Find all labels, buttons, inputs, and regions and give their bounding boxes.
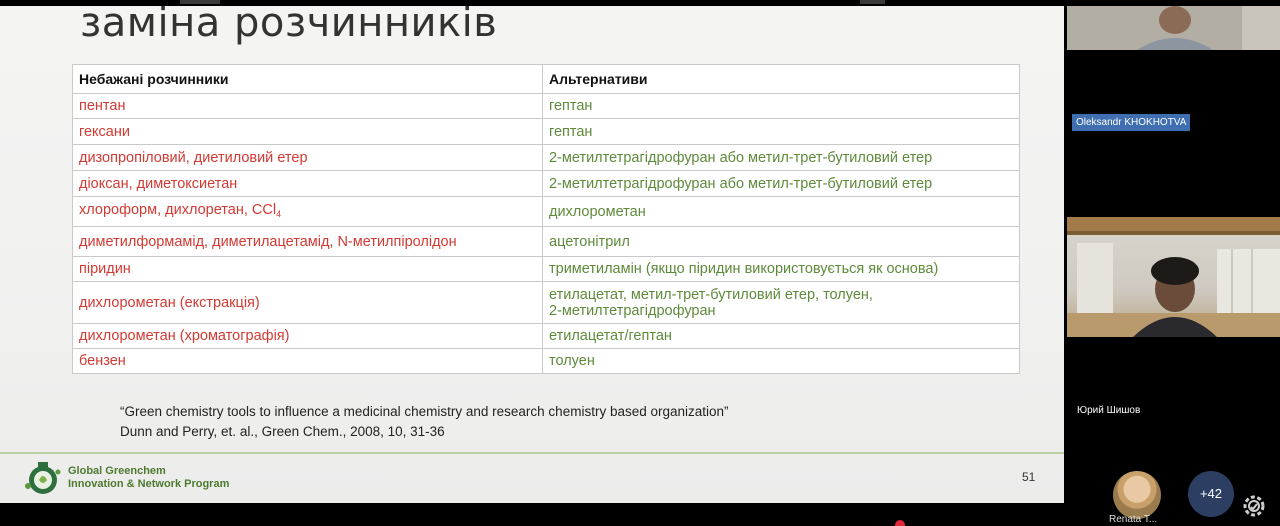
unwanted-solvent-cell: дихлорометан (хроматографія) bbox=[73, 324, 543, 349]
participant-name-tag: Oleksandr KHOKHOTVA bbox=[1072, 114, 1190, 131]
participant-video-tile[interactable] bbox=[1067, 6, 1280, 50]
table-header-row bbox=[73, 65, 1020, 94]
unwanted-solvent-cell: диметилформамід, диметилацетамід, N-метилпіролідон bbox=[73, 227, 543, 257]
unwanted-solvent-cell: діоксан, диметоксиетан bbox=[73, 171, 543, 197]
unwanted-solvent-text: хлороформ, дихлоретан, CCl bbox=[79, 201, 277, 218]
logo-text bbox=[68, 465, 229, 491]
footer-divider bbox=[0, 452, 1064, 454]
table-row bbox=[73, 119, 1020, 145]
slide-page-number: 51 bbox=[1022, 470, 1036, 484]
alternative-line: етилацетат, метил-трет-бутиловий етер, толуен, bbox=[549, 286, 873, 303]
alternative-solvent-cell: 2-метилтетрагідрофуран або метил-трет-бутиловий етер bbox=[543, 145, 1020, 171]
table-row bbox=[73, 227, 1020, 257]
citation-title: “Green chemistry tools to influence a medicinal chemistry and research chemistry based organization” bbox=[120, 404, 729, 419]
unwanted-solvent-cell: дихлорометан (екстракція) bbox=[73, 282, 543, 324]
column-header-alternatives: Альтернативи bbox=[543, 65, 1020, 94]
unwanted-solvent-cell: дизопропіловий, диетиловий етер bbox=[73, 145, 543, 171]
logo-line: Global Greenchem bbox=[68, 465, 166, 477]
subscript-text: 4 bbox=[276, 208, 282, 219]
alternative-line: 2-метилтетрагідрофуран bbox=[549, 302, 716, 319]
greenchem-logo-icon bbox=[22, 458, 64, 496]
participant-video-tile[interactable] bbox=[1067, 217, 1280, 337]
participant-avatar-name: Renata T... bbox=[1109, 514, 1158, 525]
participant-video-tile[interactable] bbox=[1067, 52, 1280, 214]
alternative-solvent-cell: ацетонітрил bbox=[543, 227, 1020, 257]
participant-room-background-icon bbox=[1067, 217, 1280, 337]
table-row bbox=[73, 145, 1020, 171]
alternative-solvent-cell: дихлорометан bbox=[543, 197, 1020, 227]
table-row bbox=[73, 94, 1020, 119]
slide-title: заміна розчинників bbox=[80, 6, 498, 46]
column-header-unwanted: Небажані розчинники bbox=[73, 65, 543, 94]
table-row bbox=[73, 324, 1020, 349]
gear-icon[interactable] bbox=[1240, 492, 1268, 520]
alternative-solvent-cell bbox=[543, 282, 1020, 324]
unwanted-solvent-cell: піридин bbox=[73, 257, 543, 282]
alternative-solvent-cell: етилацетат/гептан bbox=[543, 324, 1020, 349]
table-row bbox=[73, 171, 1020, 197]
unwanted-solvent-cell: гексани bbox=[73, 119, 543, 145]
table-row bbox=[73, 349, 1020, 374]
participant-name-label: Юрий Шишов bbox=[1077, 405, 1141, 416]
alternative-solvent-cell: 2-метилтетрагідрофуран або метил-трет-бутиловий етер bbox=[543, 171, 1020, 197]
citation bbox=[120, 402, 729, 442]
unwanted-solvent-cell: бензен bbox=[73, 349, 543, 374]
participant-figure-icon bbox=[1067, 6, 1280, 50]
logo-line: Innovation & Network Program bbox=[68, 478, 230, 490]
alternative-solvent-cell: триметиламін (якщо піридин використовується як основа) bbox=[543, 257, 1020, 282]
recording-indicator-icon bbox=[895, 520, 905, 526]
alternative-solvent-cell: гептан bbox=[543, 119, 1020, 145]
solvent-replacement-table bbox=[72, 64, 1020, 374]
participant-video-tile[interactable] bbox=[1067, 340, 1280, 468]
presentation-slide bbox=[0, 6, 1064, 503]
alternative-solvent-cell: толуен bbox=[543, 349, 1020, 374]
participant-avatar[interactable] bbox=[1113, 471, 1161, 519]
table-row bbox=[73, 257, 1020, 282]
more-participants-button[interactable]: +42 bbox=[1188, 471, 1234, 517]
unwanted-solvent-cell bbox=[73, 197, 543, 227]
table-row bbox=[73, 282, 1020, 324]
table-row bbox=[73, 197, 1020, 227]
citation-reference: Dunn and Perry, et. al., Green Chem., 2008, 10, 31-36 bbox=[120, 424, 445, 439]
participants-video-panel bbox=[1064, 0, 1280, 526]
unwanted-solvent-cell: пентан bbox=[73, 94, 543, 119]
alternative-solvent-cell: гептан bbox=[543, 94, 1020, 119]
